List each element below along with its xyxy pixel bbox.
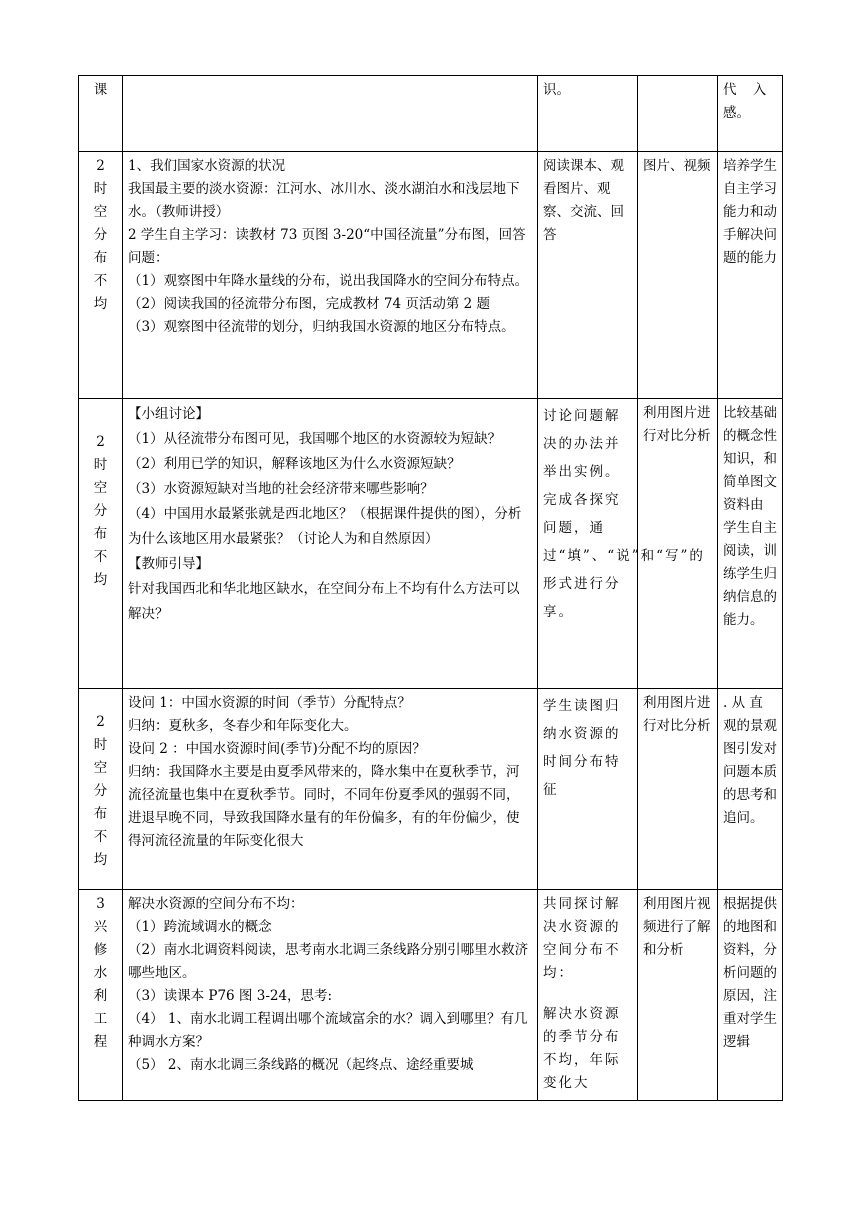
student-activity-cell: 学生读图归纳水资源的时间分布特征 <box>538 689 638 890</box>
media-cell: 利用图片进行对比分析 <box>638 689 718 890</box>
topic-cell: 2 时 空 分 布 不 均 <box>79 689 123 890</box>
intent-cell: 代 入 感。 <box>718 76 783 152</box>
student-activity-cell: 讨论问题解决的办法并举出实例。 完成各探究问题，通过“填”、“说”和“写”的形式进行分享。 <box>538 399 638 689</box>
media-cell: 利用图片进行对比分析 <box>638 399 718 689</box>
topic-cell: 2 时 空 分 布 不 均 <box>79 399 123 689</box>
content-cell: 设问 1：中国水资源的时间（季节）分配特点？ 归纳：夏秋多，冬春少和年际变化大。 设问 2 ：中国水资源时间(季节)分配不均的原因？ 归纳：我国降水主要是由夏季风带来的，降水集中在夏秋季节，河流径流量也集中在夏秋季节。同时，不同年份夏季风的强弱不同，进退早晚不同，导致我国降水量有的年份偏多，有的年份偏少，使得河流径流量的年际变化很大 <box>123 689 538 890</box>
content-cell: 【小组讨论】 （1）从径流带分布图可见，我国哪个地区的水资源较为短缺？ （2）利用已学的知识，解释该地区为什么水资源短缺？ （3）水资源短缺对当地的社会经济带来哪些影响？ （4）中国用水最紧张就是西北地区？（根据课件提供的图），分析为什么该地区用水最紧张？（讨论人为和自然原因） 【教师引导】 针对我国西北和华北地区缺水，在空间分布上不均有什么方法可以解决？ <box>123 399 538 689</box>
table-row <box>79 399 783 689</box>
media-cell: 利用图片视频进行了解和分析 <box>638 890 718 1101</box>
table-row <box>79 890 783 1101</box>
intent-cell: 比较基础的概念性知识，和简单图文资料由 学生自主阅读，训练学生归纳信息的能力。 <box>718 399 783 689</box>
content-cell <box>123 76 538 152</box>
intent-cell: 根据提供的地图和资料，分析问题的 原因，注重对学生逻辑 <box>718 890 783 1101</box>
table-row <box>79 76 783 152</box>
student-activity-cell: 共同探讨解决水资源的空间分布不均： 解决水资源的季节分布不均，年际变化大 <box>538 890 638 1101</box>
intent-cell: 培养学生自主学习能力和动手解决问题的能力 <box>718 152 783 399</box>
table-row <box>79 152 783 399</box>
student-activity-cell: 识。 <box>538 76 638 152</box>
topic-cell: 课 <box>79 76 123 152</box>
content-cell: 1、我们国家水资源的状况 我国最主要的淡水资源：江河水、冰川水、淡水湖泊水和浅层地下水。（教师讲授） 2 学生自主学习：读教材 73 页图 3-20“中国径流量”分布图，回答问题： （1）观察图中年降水量线的分布，说出我国降水的空间分布特点。 （2）阅读我国的径流带分布图，完成教材 74 页活动第 2 题 （3）观察图中径流带的划分，归纳我国水资源的地区分布特点。 <box>123 152 538 399</box>
topic-cell: 2 时 空 分 布 不 均 <box>79 152 123 399</box>
intent-cell: . 从 直 观的景观图引发对问题本质的思考和 追问。 <box>718 689 783 890</box>
media-cell <box>638 76 718 152</box>
table-row <box>79 689 783 890</box>
media-cell: 图片、视频 <box>638 152 718 399</box>
student-activity-cell: 阅读课本、观看图片、观察、交流、回答 <box>538 152 638 399</box>
topic-cell: 3 兴 修 水 利 工 程 <box>79 890 123 1101</box>
lesson-plan-table <box>78 75 783 1101</box>
content-cell: 解决水资源的空间分布不均： （1）跨流域调水的概念 （2）南水北调资料阅读，思考南水北调三条线路分别引哪里水救济哪些地区。 （3）读课本 P76 图 3-24，思考: （4） 1、南水北调工程调出哪个流域富余的水？调入到哪里？有几种调水方案？ （5） 2、南水北调三条线路的概况（起终点、途经重要城 <box>123 890 538 1101</box>
